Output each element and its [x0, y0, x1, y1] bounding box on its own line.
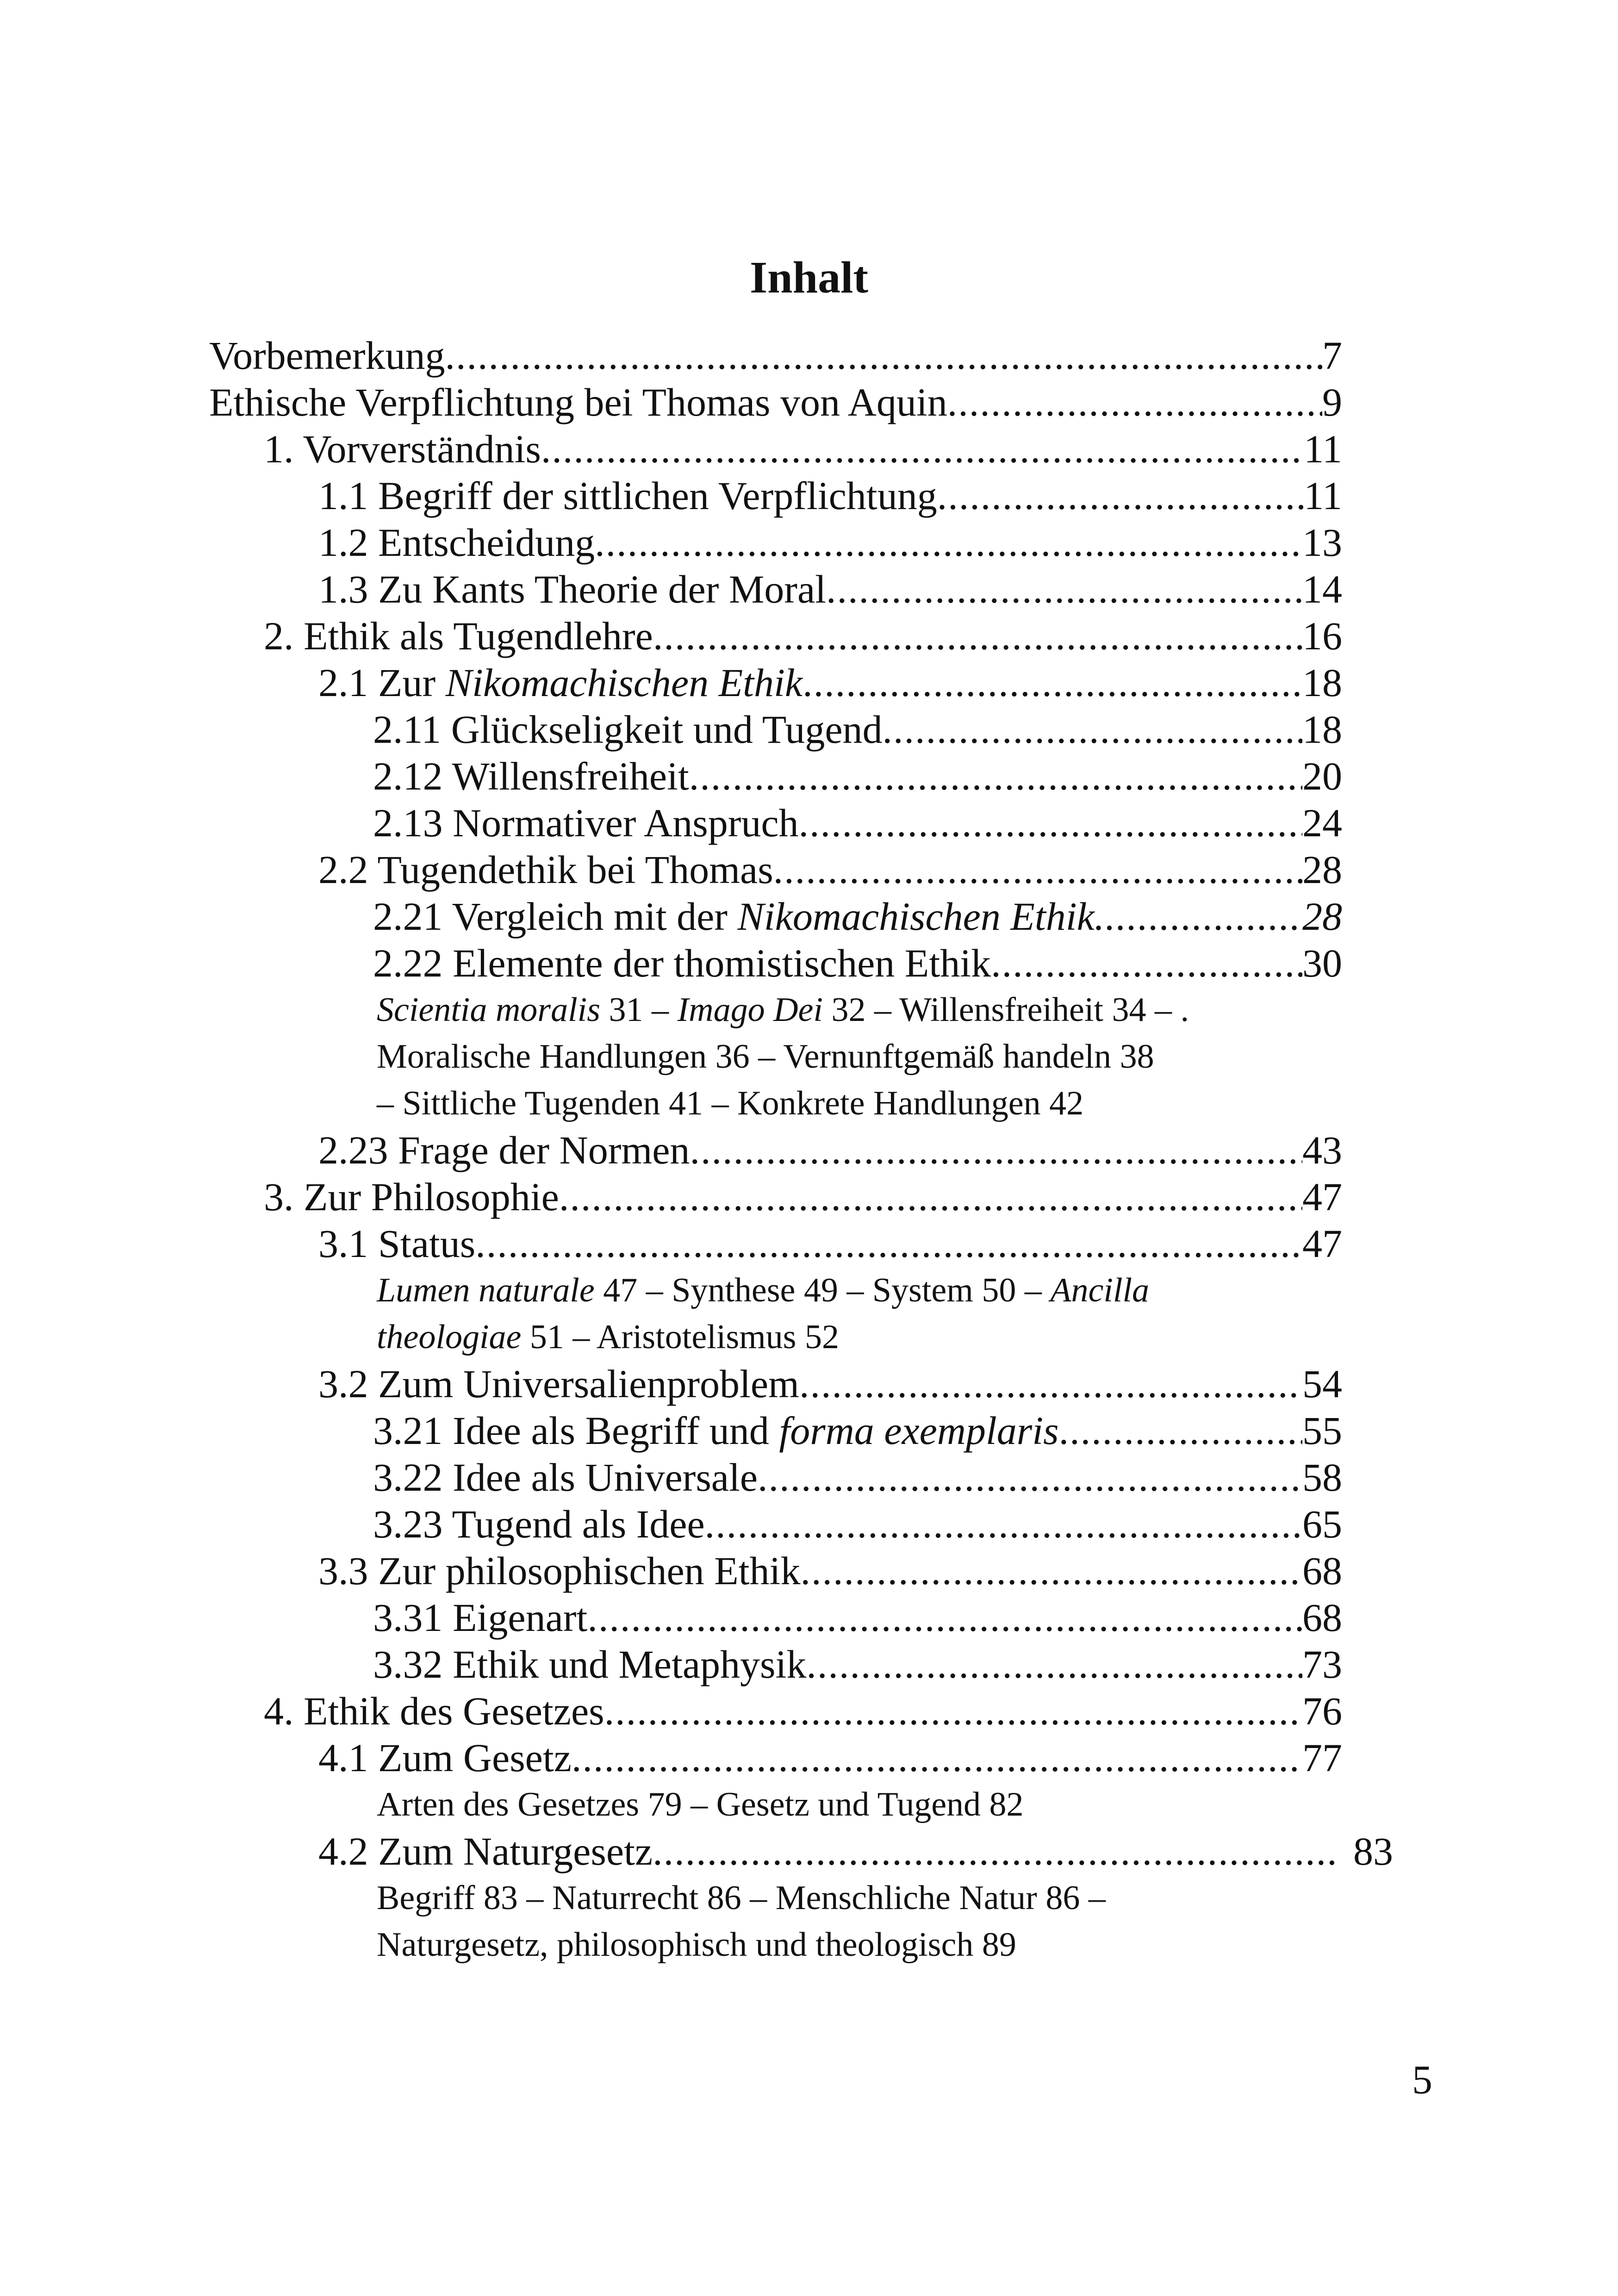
- subtopic-italic: theologiae: [377, 1318, 522, 1356]
- toc-entry-label-italic: Nikomachischen Ethik: [737, 894, 1095, 939]
- toc-entry-label: 2.23 Frage der Normen: [318, 1128, 690, 1172]
- toc-entry-label: [318, 660, 803, 706]
- toc-entry-page: 83: [1353, 1829, 1393, 1873]
- toc-entry-label: 2.12 Willensfreiheit: [373, 754, 689, 798]
- dot-leader: [604, 1688, 1302, 1735]
- subtopic-text: 31 –: [600, 991, 678, 1029]
- toc-entry: [209, 566, 1342, 613]
- toc-entry: [209, 1127, 1342, 1174]
- toc-entry-label: 3.2 Zum Universalienproblem: [318, 1362, 799, 1406]
- toc-entry-label: 3.31 Eigenart: [373, 1595, 588, 1640]
- toc-entry: [209, 940, 1342, 987]
- toc-entry-page: 9: [1322, 380, 1342, 424]
- toc-entry: [209, 1548, 1342, 1594]
- toc-entry-label: Vorbemerkung: [209, 333, 445, 378]
- dot-leader: [883, 706, 1303, 753]
- dot-leader: [690, 1127, 1302, 1174]
- toc-entry-page: 13: [1302, 520, 1342, 565]
- toc-subtopics-line: [209, 1080, 1342, 1127]
- toc-subtopics-line: [209, 987, 1342, 1033]
- toc-entry-page: 16: [1302, 614, 1342, 658]
- toc-entry: [209, 1501, 1342, 1548]
- toc-subtopics-line: [209, 1267, 1342, 1314]
- dot-leader: [653, 613, 1302, 660]
- toc-entry-label: 1.1 Begriff der sittlichen Verpflichtung: [318, 473, 937, 518]
- toc-entry-label: 4.2 Zum Naturgesetz: [318, 1829, 653, 1873]
- toc-entry: [209, 332, 1342, 379]
- toc-title: Inhalt: [749, 253, 868, 303]
- toc-entry-page: 76: [1302, 1689, 1342, 1733]
- subtopic-text: Begriff 83 – Naturrecht 86 – Menschliche Natur 86 –: [377, 1879, 1106, 1917]
- toc-entry-page: 47: [1302, 1175, 1342, 1219]
- toc-entry: [209, 1361, 1342, 1407]
- toc-entry-label: 3.32 Ethik und Metaphysik: [373, 1642, 807, 1686]
- dot-leader: [587, 1594, 1302, 1641]
- toc-entry-label-roman: 3.21 Idee als Begriff und: [373, 1408, 779, 1453]
- toc-entry-page: 11: [1304, 473, 1342, 518]
- toc-entry: [209, 613, 1342, 660]
- toc-entry: [209, 1407, 1342, 1454]
- toc-entry-label: 2.2 Tugendethik bei Thomas: [318, 847, 773, 892]
- dot-leader: [653, 1828, 1339, 1875]
- toc-entry-page: 18: [1302, 660, 1342, 705]
- toc-entry-label: 2.22 Elemente der thomistischen Ethik: [373, 941, 991, 985]
- toc-entry-label: [373, 893, 1095, 940]
- dot-leader: [1059, 1407, 1302, 1454]
- toc-entry: [209, 1828, 1393, 1875]
- toc-entry-page: 68: [1302, 1549, 1342, 1593]
- toc-entry-label: 3.23 Tugend als Idee: [373, 1502, 705, 1546]
- toc-entry: [209, 846, 1342, 893]
- toc-entry: [209, 1641, 1342, 1688]
- toc-entry: [209, 660, 1342, 706]
- toc-entry-label: 2. Ethik als Tugendlehre: [264, 614, 653, 658]
- dot-leader: [559, 1174, 1302, 1220]
- subtopic-text: 47 – Synthese 49 – System 50 –: [594, 1271, 1051, 1309]
- toc-entry-label: [373, 1407, 1059, 1454]
- toc-entry-label: 3. Zur Philosophie: [264, 1175, 559, 1219]
- dot-leader: [572, 1735, 1302, 1781]
- toc-subtopics-line: [209, 1922, 1342, 1968]
- toc-entry-label-italic: Nikomachischen Ethik: [445, 660, 803, 705]
- toc-entry: [209, 473, 1342, 519]
- toc-entry: [209, 800, 1342, 846]
- toc-entry-label: 3.22 Idee als Universale: [373, 1455, 758, 1500]
- dot-leader: [689, 753, 1302, 800]
- dot-leader: [799, 1361, 1302, 1407]
- dot-leader: [937, 473, 1304, 519]
- toc-entry-label-roman: 2.1 Zur: [318, 660, 446, 705]
- toc-entry-page: 65: [1302, 1502, 1342, 1546]
- toc-entry: [209, 426, 1342, 473]
- toc-entry-page: 14: [1302, 567, 1342, 611]
- toc-entry-page: 58: [1302, 1455, 1342, 1500]
- toc-entry-label: 2.11 Glückseligkeit und Tugend: [373, 707, 883, 752]
- toc-entry: [209, 1735, 1342, 1781]
- toc-subtopics-line: [209, 1875, 1342, 1922]
- dot-leader: [947, 379, 1322, 426]
- toc-entry-page: 28: [1302, 847, 1342, 892]
- toc-entry: [209, 1174, 1342, 1220]
- toc-entry-label: 4.1 Zum Gesetz: [318, 1736, 572, 1780]
- toc-entry-label-italic: forma exemplaris: [779, 1408, 1059, 1453]
- toc-entry-label: 4. Ethik des Gesetzes: [264, 1689, 604, 1733]
- subtopic-text: Naturgesetz, philosophisch und theologisch 89: [377, 1926, 1016, 1964]
- toc-entry-page: 73: [1302, 1642, 1342, 1686]
- toc-entry-page: 7: [1322, 333, 1342, 378]
- dot-leader: [475, 1220, 1302, 1267]
- dot-leader: [1095, 893, 1302, 940]
- toc-entry: [209, 893, 1342, 940]
- dot-leader: [799, 800, 1302, 846]
- toc-entry-page: 20: [1302, 754, 1342, 798]
- toc-entry: [209, 1454, 1342, 1501]
- toc-entry-page: 47: [1302, 1221, 1342, 1266]
- toc-entry: [209, 519, 1342, 566]
- toc-entry-label: Ethische Verpflichtung bei Thomas von Aquin: [209, 380, 947, 424]
- dot-leader: [800, 1548, 1302, 1594]
- dot-leader: [705, 1501, 1302, 1548]
- table-of-contents: [209, 332, 1393, 1968]
- toc-entry: [209, 753, 1342, 800]
- toc-entry-label-roman: 2.21 Vergleich mit der: [373, 894, 738, 939]
- toc-entry-page: 30: [1302, 941, 1342, 985]
- dot-leader: [826, 566, 1302, 613]
- toc-entry-page: 18: [1302, 707, 1342, 752]
- toc-entry-page: 24: [1302, 801, 1342, 845]
- dot-leader: [773, 846, 1302, 893]
- toc-subtopics-line: [209, 1033, 1342, 1080]
- toc-entry: [209, 1220, 1342, 1267]
- toc-entry-label: 1. Vorverständnis: [264, 427, 541, 471]
- toc-subtopics-line: [209, 1314, 1342, 1361]
- dot-leader: [445, 332, 1322, 379]
- subtopic-italic: Lumen naturale: [377, 1271, 595, 1309]
- toc-subtopics-line: [209, 1781, 1342, 1828]
- toc-entry: [209, 1688, 1342, 1735]
- toc-entry-page: 11: [1304, 427, 1342, 471]
- toc-entry-label: 3.1 Status: [318, 1221, 476, 1266]
- toc-entry-label: 1.2 Entscheidung: [318, 520, 595, 565]
- toc-entry: [209, 1594, 1342, 1641]
- toc-entry-page: 54: [1302, 1362, 1342, 1406]
- toc-entry-page: 77: [1302, 1736, 1342, 1780]
- toc-entry-page: 43: [1302, 1128, 1342, 1172]
- toc-entry: [209, 706, 1342, 753]
- subtopic-text: 51 – Aristotelismus 52: [521, 1318, 839, 1356]
- toc-entry-page: 28: [1302, 894, 1342, 939]
- toc-entry-page: 68: [1302, 1595, 1342, 1640]
- toc-entry-label: 3.3 Zur philosophischen Ethik: [318, 1549, 801, 1593]
- subtopic-text: – Sittliche Tugenden 41 – Konkrete Handlungen 42: [377, 1084, 1084, 1122]
- dot-leader: [803, 660, 1302, 706]
- toc-entry-label: 1.3 Zu Kants Theorie der Moral: [318, 567, 827, 611]
- dot-leader: [595, 519, 1302, 566]
- dot-leader: [541, 426, 1304, 473]
- page-number: 5: [1412, 2058, 1432, 2103]
- dot-leader: [991, 940, 1302, 987]
- subtopic-italic: Scientia moralis: [377, 991, 601, 1029]
- subtopic-italic: Imago Dei: [677, 991, 823, 1029]
- toc-entry-page: 55: [1302, 1408, 1342, 1453]
- dot-leader: [806, 1641, 1302, 1688]
- subtopic-italic: Ancilla: [1050, 1271, 1150, 1309]
- subtopic-text: Arten des Gesetzes 79 – Gesetz und Tugend 82: [377, 1786, 1024, 1823]
- subtopic-text: Moralische Handlungen 36 – Vernunftgemäß handeln 38: [377, 1038, 1154, 1076]
- toc-entry: [209, 379, 1342, 426]
- toc-entry-label: 2.13 Normativer Anspruch: [373, 801, 799, 845]
- subtopic-text: 32 – Willensfreiheit 34 – .: [822, 991, 1189, 1029]
- dot-leader: [758, 1454, 1302, 1501]
